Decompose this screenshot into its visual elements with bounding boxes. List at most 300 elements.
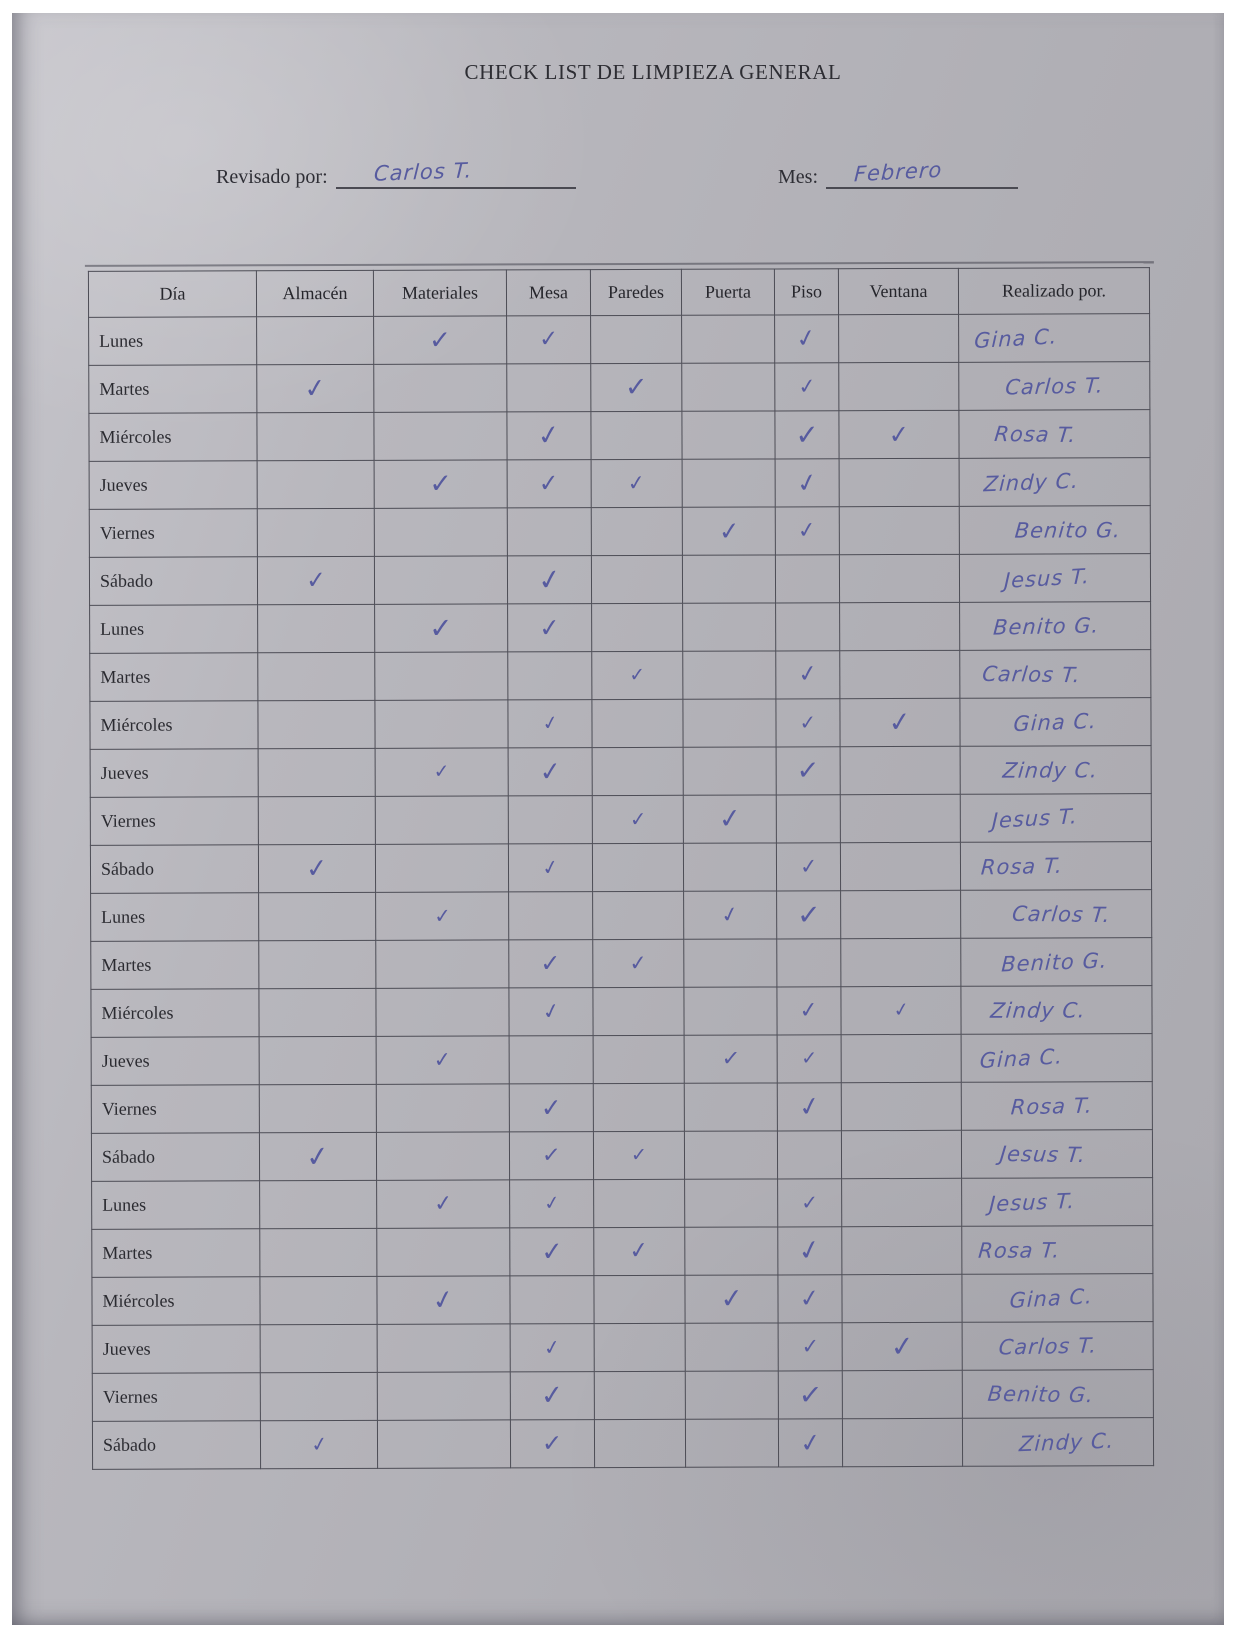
check-cell	[685, 1179, 778, 1227]
table-row	[91, 1034, 1152, 1086]
check-cell	[507, 364, 591, 412]
day-cell: Martes	[92, 1229, 260, 1278]
checkmark: ✓	[795, 1090, 823, 1124]
realizado-cell	[960, 698, 1151, 747]
checkmark: ✓	[429, 1283, 458, 1317]
check-cell	[684, 1035, 777, 1083]
day-cell: Viernes	[91, 1085, 259, 1134]
check-cell	[839, 410, 959, 458]
realizado-cell	[960, 746, 1151, 795]
scanned-document-photo	[12, 13, 1224, 1625]
realizado-name: Jesus T.	[1003, 563, 1091, 593]
check-cell	[778, 1227, 842, 1275]
realizado-cell	[960, 650, 1151, 699]
check-cell	[592, 747, 683, 795]
realizado-name: Benito G.	[1013, 517, 1123, 543]
check-cell	[257, 412, 374, 460]
check-cell	[509, 940, 593, 988]
header-cell-5: Puerta	[681, 269, 774, 315]
check-cell	[683, 795, 776, 843]
checkmark: ✓	[432, 1046, 453, 1072]
check-cell	[507, 412, 591, 460]
check-cell	[593, 939, 684, 987]
mes-field	[778, 157, 1018, 189]
check-cell	[510, 1420, 594, 1468]
checkmark: ✓	[793, 465, 821, 499]
check-cell	[259, 892, 376, 940]
check-cell	[593, 1083, 684, 1131]
checkmark: ✓	[630, 1143, 647, 1166]
header-cell-6: Piso	[774, 269, 838, 315]
check-cell	[682, 555, 775, 603]
check-cell	[840, 794, 960, 842]
check-cell	[685, 1371, 778, 1419]
checkmark: ✓	[796, 372, 817, 399]
checkmark: ✓	[538, 612, 562, 643]
check-cell	[374, 364, 507, 412]
check-cell	[591, 315, 682, 363]
check-cell	[257, 556, 374, 604]
checkmark: ✓	[798, 1283, 822, 1314]
realizado-name: Zindy C.	[1018, 1428, 1115, 1456]
check-cell	[375, 748, 508, 796]
day-cell: Lunes	[90, 605, 258, 654]
checkmark: ✓	[794, 322, 820, 355]
check-cell	[777, 939, 841, 987]
realizado-name: Gina C.	[979, 1043, 1064, 1073]
checkmark: ✓	[798, 853, 819, 879]
check-cell	[510, 1180, 594, 1228]
table-row	[91, 938, 1152, 990]
realizado-cell	[959, 554, 1150, 603]
check-cell	[775, 507, 839, 555]
checkmark: ✓	[800, 1333, 820, 1359]
check-cell	[593, 987, 684, 1035]
check-cell	[591, 459, 682, 507]
check-cell	[377, 1372, 510, 1420]
mes-label: Mes:	[778, 166, 818, 188]
check-cell	[257, 460, 374, 508]
table-header-row	[88, 268, 1149, 318]
check-cell	[374, 316, 507, 364]
check-cell	[376, 988, 509, 1036]
check-cell	[594, 1419, 685, 1467]
check-cell	[682, 315, 775, 363]
check-cell	[258, 604, 375, 652]
realizado-cell	[960, 794, 1151, 843]
realizado-name: Carlos T.	[1010, 901, 1112, 927]
checkmark: ✓	[542, 1429, 563, 1458]
realizado-name: Benito G.	[992, 612, 1101, 640]
check-cell	[842, 1322, 962, 1370]
checkmark: ✓	[429, 324, 452, 356]
day-cell: Viernes	[90, 797, 258, 846]
day-cell: Miércoles	[90, 701, 258, 750]
day-cell: Sábado	[92, 1421, 260, 1470]
check-cell	[376, 1084, 509, 1132]
checkmark: ✓	[717, 515, 741, 546]
check-cell	[507, 316, 591, 364]
check-cell	[593, 891, 684, 939]
checkmark: ✓	[720, 1045, 741, 1072]
realizado-cell	[961, 1130, 1152, 1179]
check-cell	[509, 1132, 593, 1180]
check-cell	[839, 362, 959, 410]
realizado-cell	[959, 362, 1150, 411]
table-row	[91, 1130, 1152, 1182]
table-row	[90, 746, 1151, 798]
header-cell-0: Día	[88, 271, 256, 318]
checkmark: ✓	[540, 1236, 564, 1268]
check-cell	[259, 1084, 376, 1132]
table-row	[92, 1178, 1153, 1230]
check-cell	[375, 700, 508, 748]
check-cell	[682, 459, 775, 507]
day-cell: Viernes	[92, 1373, 260, 1422]
check-cell	[776, 795, 840, 843]
checkmark: ✓	[719, 1282, 744, 1316]
realizado-name: Jesus T.	[991, 803, 1079, 833]
check-cell	[594, 1323, 685, 1371]
realizado-cell	[960, 602, 1151, 651]
table-row	[89, 362, 1150, 414]
realizado-cell	[959, 314, 1150, 363]
realizado-cell	[959, 410, 1150, 459]
day-cell: Jueves	[91, 1037, 259, 1086]
day-cell: Jueves	[92, 1325, 260, 1374]
checkmark: ✓	[796, 897, 821, 932]
check-cell	[683, 651, 776, 699]
cleaning-checklist-table-wrap	[88, 267, 1153, 1470]
day-cell: Sábado	[91, 1133, 259, 1182]
checkmark: ✓	[796, 754, 820, 787]
table-row	[92, 1226, 1153, 1278]
check-cell	[682, 363, 775, 411]
checkmark: ✓	[628, 663, 646, 686]
table-row	[89, 506, 1150, 558]
check-cell	[377, 1276, 510, 1324]
checkmark: ✓	[535, 418, 563, 453]
checkmark: ✓	[304, 852, 330, 885]
checkmark: ✓	[887, 418, 911, 450]
day-cell: Viernes	[89, 509, 257, 558]
table-row	[90, 650, 1151, 702]
realizado-name: Rosa T.	[977, 1237, 1062, 1263]
checkmark: ✓	[429, 468, 453, 500]
realizado-cell	[961, 938, 1152, 987]
check-cell	[592, 843, 683, 891]
check-cell	[259, 1132, 376, 1180]
realizado-name: Carlos T.	[1004, 372, 1105, 400]
check-cell	[841, 1034, 961, 1082]
checkmark: ✓	[887, 705, 913, 740]
day-cell: Sábado	[90, 845, 258, 894]
table-row	[89, 410, 1150, 462]
check-cell	[841, 1130, 961, 1178]
checkmark: ✓	[541, 1333, 563, 1360]
checkmark: ✓	[798, 997, 820, 1024]
table-row	[91, 890, 1152, 942]
table-row	[90, 602, 1151, 654]
realizado-name: Rosa T.	[980, 853, 1064, 879]
check-cell	[778, 1419, 842, 1467]
check-cell	[776, 603, 840, 651]
check-cell	[592, 651, 683, 699]
check-cell	[682, 411, 775, 459]
check-cell	[260, 1228, 377, 1276]
check-cell	[259, 1036, 376, 1084]
check-cell	[778, 1275, 842, 1323]
day-cell: Sábado	[89, 557, 257, 606]
checkmark: ✓	[628, 949, 648, 976]
check-cell	[377, 1324, 510, 1372]
checkmark: ✓	[539, 1379, 565, 1413]
realizado-cell	[962, 1418, 1153, 1467]
check-cell	[777, 1131, 841, 1179]
cleaning-checklist-table	[88, 267, 1154, 1470]
check-cell	[510, 1324, 594, 1372]
realizado-cell	[959, 506, 1150, 555]
check-cell	[840, 602, 960, 650]
check-cell	[592, 795, 683, 843]
check-cell	[685, 1323, 778, 1371]
realizado-name: Benito G.	[986, 1381, 1096, 1407]
check-cell	[778, 1371, 842, 1419]
check-cell	[591, 507, 682, 555]
check-cell	[258, 652, 375, 700]
day-cell: Lunes	[92, 1181, 260, 1230]
realizado-name: Rosa T.	[993, 421, 1078, 447]
check-cell	[376, 1036, 509, 1084]
check-cell	[260, 1372, 377, 1420]
realizado-cell	[959, 458, 1150, 507]
header-cell-8: Realizado por.	[958, 268, 1149, 315]
realizado-cell	[962, 1274, 1153, 1323]
check-cell	[508, 652, 592, 700]
checkmark: ✓	[626, 469, 647, 496]
check-cell	[510, 1228, 594, 1276]
checkmark: ✓	[798, 709, 818, 735]
realizado-cell	[962, 1178, 1153, 1227]
revisado-label: Revisado por:	[216, 166, 328, 188]
checkmark: ✓	[433, 902, 452, 928]
check-cell	[507, 460, 591, 508]
check-cell	[258, 796, 375, 844]
check-cell	[257, 316, 374, 364]
check-cell	[374, 556, 507, 604]
check-cell	[374, 460, 507, 508]
check-cell	[842, 1370, 962, 1418]
header-cell-1: Almacén	[256, 270, 373, 316]
check-cell	[592, 699, 683, 747]
check-cell	[593, 1131, 684, 1179]
check-cell	[509, 988, 593, 1036]
check-cell	[684, 987, 777, 1035]
check-cell	[258, 748, 375, 796]
realizado-name: Carlos T.	[981, 661, 1083, 687]
check-cell	[839, 314, 959, 362]
mes-underline	[826, 157, 1018, 189]
day-cell: Miércoles	[91, 989, 259, 1038]
checkmark: ✓	[540, 710, 560, 735]
checkmark: ✓	[716, 802, 743, 836]
check-cell	[842, 1418, 962, 1466]
table-row	[92, 1418, 1153, 1470]
check-cell	[840, 746, 960, 794]
checkmark: ✓	[539, 853, 562, 881]
check-cell	[377, 1180, 510, 1228]
checkmark: ✓	[535, 561, 564, 598]
check-cell	[510, 1276, 594, 1324]
checkmark: ✓	[801, 1046, 818, 1069]
table-row	[90, 698, 1151, 750]
realizado-cell	[961, 986, 1152, 1035]
check-cell	[260, 1276, 377, 1324]
check-cell	[777, 1035, 841, 1083]
check-cell	[592, 603, 683, 651]
table-row	[90, 842, 1151, 894]
mes-value: Febrero	[853, 157, 943, 187]
checkmark: ✓	[628, 1236, 651, 1265]
check-cell	[840, 650, 960, 698]
check-cell	[776, 699, 840, 747]
check-cell	[375, 604, 508, 652]
check-cell	[775, 459, 839, 507]
realizado-name: Rosa T.	[1010, 1093, 1094, 1119]
check-cell	[842, 1274, 962, 1322]
check-cell	[509, 1084, 593, 1132]
day-cell: Martes	[91, 941, 259, 990]
check-cell	[509, 892, 593, 940]
revisado-field	[216, 157, 576, 189]
realizado-name: Gina C.	[973, 323, 1058, 353]
header-cell-3: Mesa	[506, 270, 590, 316]
day-cell: Martes	[89, 365, 257, 414]
check-cell	[509, 1036, 593, 1084]
check-cell	[376, 1132, 509, 1180]
checkmark: ✓	[795, 1233, 825, 1269]
table-row	[91, 986, 1152, 1038]
check-cell	[259, 940, 376, 988]
check-cell	[841, 986, 961, 1034]
checkmark: ✓	[540, 949, 562, 978]
check-cell	[260, 1180, 377, 1228]
day-cell: Jueves	[89, 461, 257, 510]
check-cell	[839, 506, 959, 554]
check-cell	[591, 411, 682, 459]
realizado-cell	[962, 1370, 1153, 1419]
check-cell	[258, 844, 375, 892]
check-cell	[839, 458, 959, 506]
check-cell	[375, 844, 508, 892]
table-row	[92, 1274, 1153, 1326]
checkmark: ✓	[801, 1189, 819, 1215]
check-cell	[685, 1227, 778, 1275]
checkmark: ✓	[538, 468, 560, 498]
check-cell	[776, 747, 840, 795]
check-cell	[510, 1372, 594, 1420]
checkmark: ✓	[797, 1377, 823, 1412]
check-cell	[508, 748, 592, 796]
check-cell	[593, 1035, 684, 1083]
check-cell	[684, 1083, 777, 1131]
realizado-name: Jesus T.	[988, 1188, 1076, 1216]
checkmark: ✓	[432, 1190, 454, 1217]
check-cell	[778, 1323, 842, 1371]
checkmark: ✓	[539, 997, 563, 1025]
check-cell	[777, 891, 841, 939]
day-cell: Miércoles	[89, 413, 257, 462]
header-cell-7: Ventana	[838, 268, 958, 314]
checkmark: ✓	[796, 516, 818, 544]
check-cell	[775, 315, 839, 363]
check-cell	[594, 1179, 685, 1227]
check-cell	[507, 556, 591, 604]
check-cell	[841, 1082, 961, 1130]
check-cell	[842, 1178, 962, 1226]
check-cell	[508, 604, 592, 652]
check-cell	[260, 1324, 377, 1372]
table-row	[90, 794, 1151, 846]
check-cell	[842, 1226, 962, 1274]
check-cell	[775, 411, 839, 459]
realizado-name: Jesus T.	[998, 1141, 1088, 1167]
check-cell	[776, 843, 840, 891]
check-cell	[775, 555, 839, 603]
table-row	[89, 458, 1150, 510]
check-cell	[776, 651, 840, 699]
realizado-name: Gina C.	[1009, 1283, 1094, 1313]
check-cell	[683, 603, 776, 651]
check-cell	[508, 700, 592, 748]
document-title: CHECK LIST DE LIMPIEZA GENERAL	[464, 60, 842, 84]
check-cell	[258, 700, 375, 748]
realizado-cell	[962, 1226, 1153, 1275]
check-cell	[684, 1131, 777, 1179]
check-cell	[257, 508, 374, 556]
realizado-name: Carlos T.	[997, 1332, 1098, 1360]
check-cell	[775, 363, 839, 411]
check-cell	[508, 844, 592, 892]
check-cell	[375, 796, 508, 844]
check-cell	[684, 891, 777, 939]
checkmark: ✓	[794, 417, 820, 452]
realizado-name: Zindy C.	[983, 468, 1080, 496]
check-cell	[840, 842, 960, 890]
check-cell	[377, 1228, 510, 1276]
realizado-cell	[960, 842, 1151, 891]
check-cell	[507, 508, 591, 556]
day-cell: Miércoles	[92, 1277, 260, 1326]
check-cell	[682, 507, 775, 555]
check-cell	[374, 412, 507, 460]
check-cell	[594, 1275, 685, 1323]
check-cell	[257, 364, 374, 412]
check-cell	[374, 508, 507, 556]
check-cell	[683, 747, 776, 795]
checkmark: ✓	[624, 371, 648, 403]
check-cell	[591, 363, 682, 411]
checkmark: ✓	[433, 759, 451, 783]
realizado-name: Zindy C.	[1001, 757, 1099, 783]
check-cell	[591, 555, 682, 603]
realizado-name: Zindy C.	[989, 997, 1087, 1023]
revisado-value: Carlos T.	[373, 158, 473, 186]
check-cell	[841, 890, 961, 938]
check-cell	[259, 988, 376, 1036]
table-row	[89, 554, 1150, 606]
checkmark: ✓	[538, 325, 559, 353]
